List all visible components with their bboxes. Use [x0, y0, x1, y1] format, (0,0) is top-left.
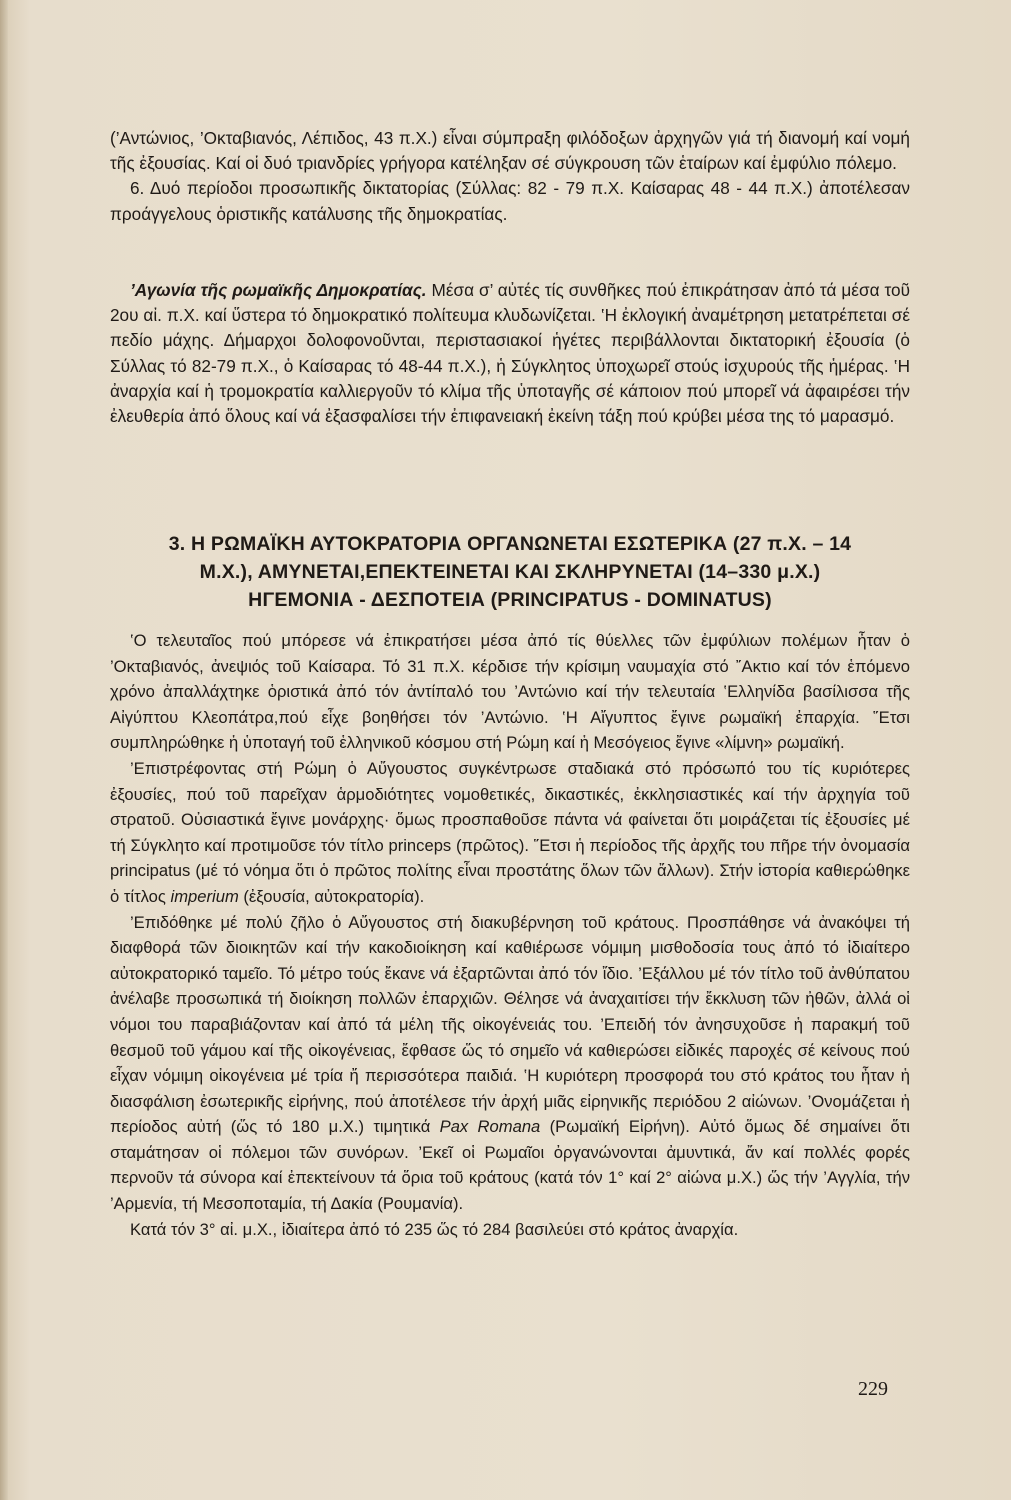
- agonia-paragraph: [110, 278, 910, 429]
- page-number: 229: [858, 1378, 888, 1400]
- body-section: [110, 628, 910, 1242]
- intro-point-6: 6. Δυό περίοδοι προσωπικῆς δικτατορίας (Σύλλας: 82 - 79 π.Χ. Καίσαρας 48 - 44 π.Χ.) ἀποτέλεσαν προάγγελους ὁριστικῆς κατάλυσης τῆς δημοκρατίας.: [110, 178, 910, 224]
- intro-paragraph: (’Αντώνιος, ’Οκταβιανός, Λέπιδος, 43 π.Χ.) εἶναι σύμπραξη φιλόδοξων ἀρχηγῶν γιά τή διανομή καί νομή τῆς ἐξουσίας. Καί οἱ δυό τριανδρίες γρήγορα κατέληξαν σέ σύγκρουση τῶν ἑταίρων καί ἐμφύλιο πόλεμο.: [110, 128, 910, 174]
- agonia-title: ’Αγωνία τῆς ρωμαϊκῆς Δημοκρατίας.: [130, 280, 427, 300]
- body-paragraph-1: ‛Ο τελευταῖος πού μπόρεσε νά ἐπικρατήσει μέσα ἀπό τίς θύελλες τῶν ἐμφύλιων πολέμων ἦταν ὁ ’Οκταβιανός, ἀνεψιός τοῦ Καίσαρα. Τό 31 π.Χ. κέρδισε τήν κρίσιμη ναυμαχία στό ῎Ακτιο καί τόν ἑπόμενο χρόνο ἀπαλλάχτηκε ὁριστικά ἀπό τόν ἀντίπαλό του ’Αντώνιο καί τήν τελευταία ‛Ελληνίδα βασίλισσα τῆς Αἰγύπτου Κλεοπάτρα,πού εἶχε βοηθήσει τόν ’Αντώνιο. ‛Η Αἴγυπτος ἔγινε ρωμαϊκή ἐπαρχία. ῞Ετσι συμπληρώθηκε ἡ ὑποταγή τοῦ ἑλληνικοῦ κόσμου στή Ρώμη καί ἡ Μεσόγειος ἔγινε «λίμνη» ρωμαϊκή.: [110, 631, 910, 753]
- body-paragraph-4: Κατά τόν 3° αἰ. μ.Χ., ἰδιαίτερα ἀπό τό 235 ὥς τό 284 βασιλεύει στό κράτος ἀναρχία.: [130, 1219, 739, 1239]
- chapter-heading: [100, 530, 920, 614]
- body-paragraph-3-text-b: (Ρωμαϊκή Εἰρήνη). Αὐτό ὅμως δέ σημαίνει ὅτι σταμάτησαν οἱ πόλεμοι τῶν συνόρων. ’Εκεῖ οἱ Ρωμαῖοι ὀργανώνονται ἀμυντικά, ἄν καί πολλές φορές περνοῦν τά σύνορα καί ἐπεκτείνουν τά ὅρια τοῦ κράτους (κατά τόν 1° καί 2° αἰώνα μ.Χ.) ὥς τήν ’Αγγλία, τήν ’Αρμενία, τή Μεσοποταμία, τή Δακία (Ρουμανία).: [110, 1117, 910, 1214]
- agonia-section: [110, 278, 910, 429]
- intro-section: [110, 126, 910, 227]
- agonia-text: Μέσα σ’ αὐτές τίς συνθῆκες πού ἐπικράτησαν ἀπό τά μέσα τοῦ 2ου αἰ. π.Χ. καί ὕστερα τό δημοκρατικό πολίτευμα κλυδωνίζεται. ‛Η ἐκλογική ἀναμέτρηση μετατρέπεται σέ πεδίο μάχης. Δήμαρχοι δολοφονοῦνται, περιστασιακοί ἡγέτες περιβάλλονται δικτατορική ἐξουσία (ὁ Σύλλας τό 82-79 π.Χ., ὁ Καίσαρας τό 48-44 π.Χ.), ἡ Σύγκλητος ὑποχωρεῖ στούς ἰσχυρούς τῆς ἡμέρας. ‛Η ἀναρχία καί ἡ τρομοκρατία καλλιεργοῦν τό κλίμα τῆς ὑποταγῆς σέ κάποιον πού μπορεῖ νά ἀφαιρέσει τήν ἐλευθερία ἀπό ὅλους καί νά ἐξασφαλίσει τήν ἐπιφανειακή ἐκείνη τάξη πού κρύβει μέσα της τό μαρασμό.: [110, 280, 910, 427]
- heading-line-3: ΗΓΕΜΟΝΙΑ - ΔΕΣΠΟΤΕΙΑ (PRINCIPATUS - DOMINATUS): [248, 589, 772, 611]
- body-paragraph-3: [110, 910, 910, 1217]
- body-paragraph-2-text-b: (ἐξουσία, αὐτοκρατορία).: [238, 886, 425, 906]
- body-paragraph-3-text-a: ’Επιδόθηκε μέ πολύ ζῆλο ὁ Αὔγουστος στή διακυβέρνηση τοῦ κράτους. Προσπάθησε νά ἀνακόψει τή διαφθορά τῶν διοικητῶν καί τήν κακοδιοίκηση καί καθιέρωσε νόμιμη μισθοδοσία τους ἀπό τό ἰδιαίτερο αὐτοκρατορικό ταμεῖο. Τό μέτρο τούς ἔκανε νά ἐξαρτῶνται ἀπό τόν ἴδιο. ’Εξάλλου μέ τόν τίτλο τοῦ ἀνθύπατου ἀνέλαβε προσωπικά τή διοίκηση πολλῶν ἐπαρχιῶν. Θέλησε νά ἀναχαιτίσει τήν ἔκκλυση τῶν ἠθῶν, ἀλλά οἱ νόμοι του παραβιάζονταν καί ἀπό τά μέλη τῆς οἰκογένειάς του. ’Επειδή τόν ἀνησυχοῦσε ἡ παρακμή τοῦ θεσμοῦ τοῦ γάμου καί τῆς οἰκογένειας, ἔφθασε ὥς τό σημεῖο νά καθιερώσει εἰδικές παροχές σέ κείνους πού εἶχαν νόμιμη οἰκογένεια μέ τρία ἤ περισσότερα παιδιά. ‛Η κυριότερη προσφορά του στό κράτος του ἦταν ἡ διασφάλιση ἐσωτερικῆς εἰρήνης, πού ἀποτέλεσε τήν ἀρχή μιᾶς εἰρηνικῆς περιόδου 2 αἰώνων. ’Ονομάζεται ἡ περίοδος αὐτή (ὥς τό 180 μ.Χ.) τιμητικά: [110, 912, 910, 1137]
- body-paragraph-2-text-a: ’Επιστρέφοντας στή Ρώμη ὁ Αὔγουστος συγκέντρωσε σταδιακά στό πρόσωπό του τίς κυριότερες ἐξουσίες, πού τοῦ παρεῖχαν ἁρμοδιότητες νομοθετικές, δικαστικές, ἐκκλησιαστικές καί τήν ἀρχηγία τοῦ στρατοῦ. Οὐσιαστικά ἔγινε μονάρχης· ὅμως προσπαθοῦσε πάντα νά φαίνεται ὅτι μοιράζεται τίς ἐξουσίες μέ τή Σύγκλητο καί προτιμοῦσε τόν τίτλο princeps (πρῶτος). ῞Ετσι ἡ περίοδος τῆς ἀρχῆς του πῆρε τήν ὀνομασία principatus (μέ τό νόημα ὅτι ὁ πρῶτος πολίτης εἶναι προστάτης ὅλων τῶν ἄλλων). Στήν ἱστορία καθιερώθηκε ὁ τίτλος: [110, 758, 910, 906]
- body-paragraph-2: [110, 756, 910, 910]
- term-pax-romana: Pax Romana: [439, 1117, 541, 1137]
- page-edge: [0, 0, 8, 1500]
- heading-line-1: 3. Η ΡΩΜΑΪΚΗ ΑΥΤΟΚΡΑΤΟΡΙΑ ΟΡΓΑΝΩΝΕΤΑΙ ΕΣΩΤΕΡΙΚΑ (27 π.Χ. – 14: [168, 533, 852, 555]
- term-imperium: imperium: [170, 886, 239, 906]
- heading-line-2: Μ.Χ.), ΑΜΥΝΕΤΑΙ,ΕΠΕΚΤΕΙΝΕΤΑΙ ΚΑΙ ΣΚΛΗΡΥΝΕΤΑΙ (14–330 μ.Χ.): [199, 561, 821, 583]
